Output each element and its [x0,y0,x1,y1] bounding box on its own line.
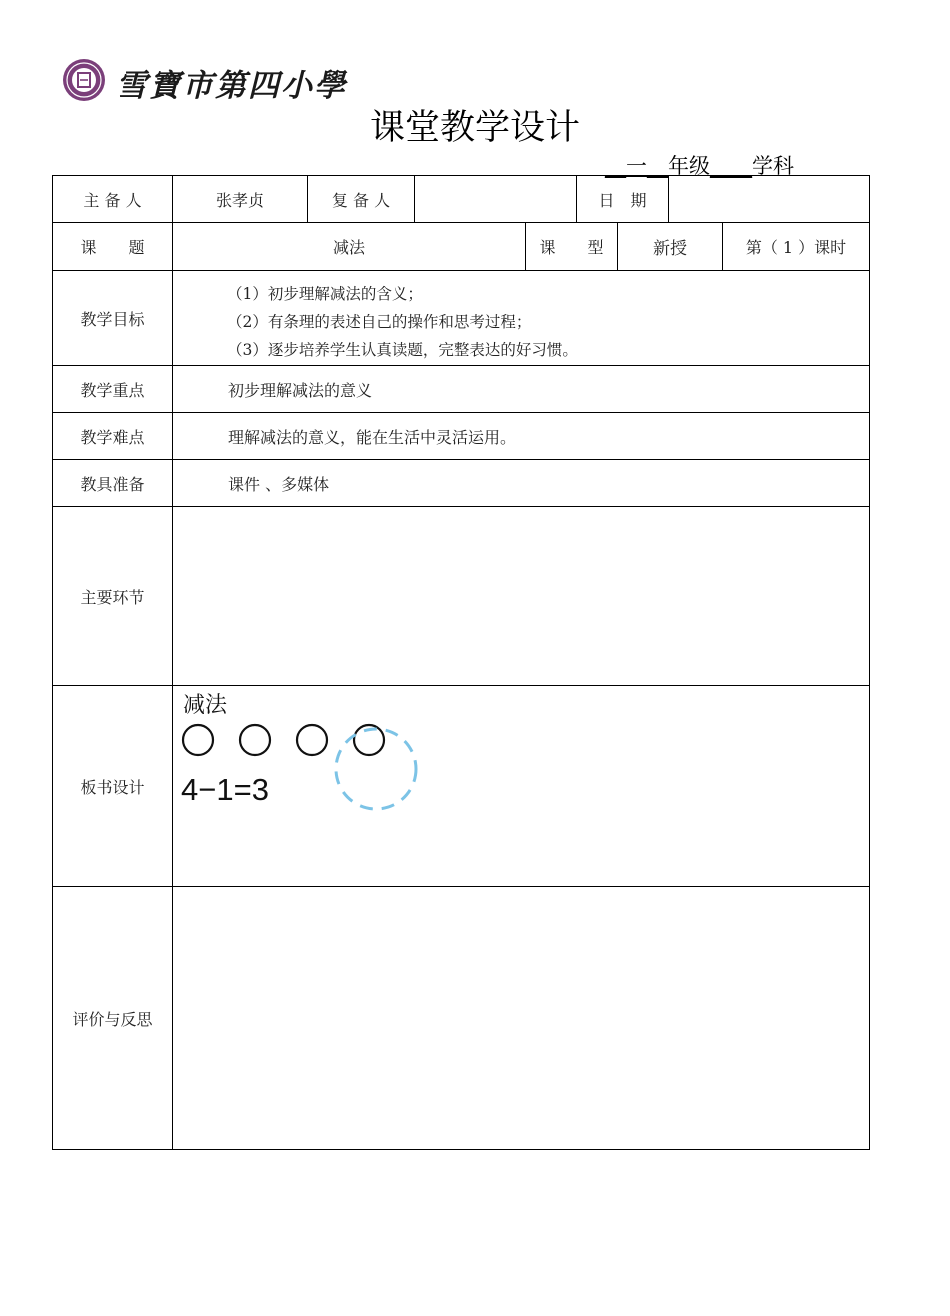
objective-item: （3）逐步培养学生认真读题，完整表达的好习惯。 [227,341,578,359]
key-points-label: 教学重点 [80,380,145,400]
date-value [669,176,869,222]
school-seal-icon [62,58,106,102]
lesson-plan-table [52,175,870,1150]
lesson-type-label: 课 型 [539,238,604,257]
grade-value: __一__ [605,154,668,178]
co-preparer-label: 复 备 人 [331,190,391,210]
objective-item: （2）有条理的表述自己的操作和思考过程； [227,313,532,331]
main-steps-label: 主要环节 [80,587,145,607]
board-design-label: 板书设计 [80,777,145,797]
page-title: 课堂教学设计 [369,108,580,148]
grade-label: 年级 [668,154,710,178]
reflection-content [183,887,863,1149]
reflection-label: 评价与反思 [72,1009,153,1029]
subject-label: 学科 [752,154,794,178]
difficulties-label: 教学难点 [80,427,145,447]
board-title: 减法 [183,693,228,718]
lesson-type-value: 新授 [653,239,687,259]
objectives-list [227,280,578,364]
objective-item: （1）初步理解减法的含义； [227,285,423,303]
school-logo [62,58,382,104]
main-preparer-label: 主 备 人 [83,190,142,210]
objectives-label: 教学目标 [80,309,145,329]
materials-label: 教具准备 [80,474,145,494]
lesson-period: 第（ 1 ）课时 [745,238,847,257]
row-divider [53,270,869,271]
materials-value: 课件 、多媒体 [228,474,330,494]
key-points-value: 初步理解减法的意义 [228,380,373,400]
date-label: 日 期 [598,190,647,210]
crossed-out-circle-marker [331,724,421,814]
board-equation: 4−1=3 [181,772,269,807]
counting-circle [297,725,327,755]
counting-circle [183,725,213,755]
label-column-divider [172,176,173,1149]
topic-label: 课 题 [80,238,145,257]
main-steps-content [183,507,863,685]
main-preparer-value: 张孝贞 [215,190,264,210]
topic-value: 减法 [332,238,365,257]
school-name: 雪寶市第四小學 [116,68,347,104]
subject-blank: ____ [710,154,752,178]
row-divider [53,685,869,686]
difficulties-value: 理解减法的意义，能在生活中灵活运用。 [228,427,517,447]
counting-circle [240,725,270,755]
co-preparer-value [415,176,576,222]
